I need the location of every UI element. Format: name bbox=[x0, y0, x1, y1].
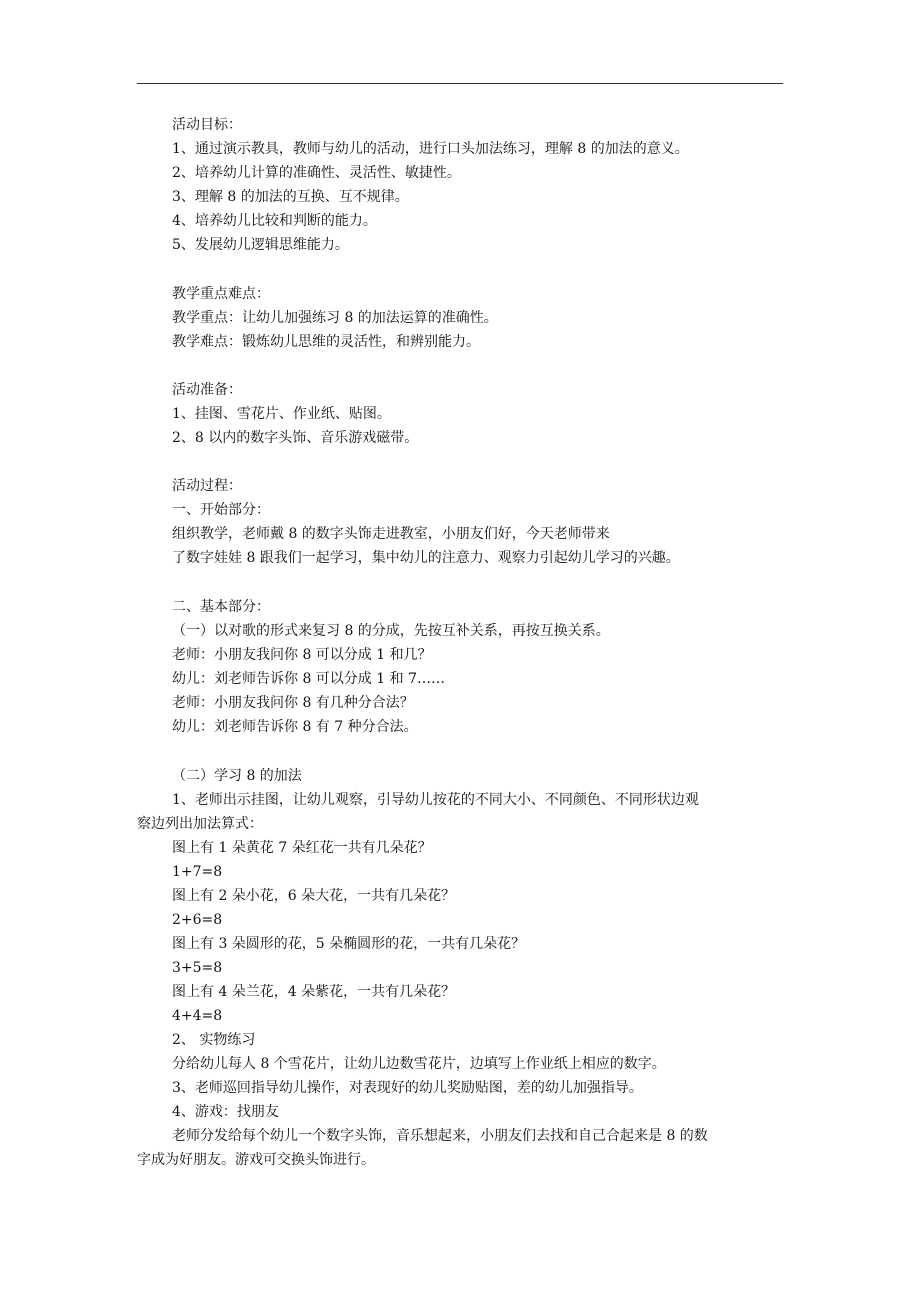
step3-text: 3、老师巡回指导幼儿操作，对表现好的幼儿奖励贴图，差的幼儿加强指导。 bbox=[172, 1080, 643, 1096]
problem-line: 图上有 3 朵圆形的花，5 朵椭圆形的花，一共有几朵花？ bbox=[172, 936, 526, 952]
section-review-title: （一）以对歌的形式来复习 8 的分成，先按互补关系，再按互换关系。 bbox=[172, 623, 610, 639]
part1-text: 组织教学，老师戴 8 的数字头饰走进教室，小朋友们好，今天老师带来 bbox=[172, 526, 610, 542]
preparation-item: 1、挂图、雪花片、作业纸、贴图。 bbox=[172, 406, 391, 422]
equation-line: 4+4=8 bbox=[172, 1008, 223, 1024]
step2-title: 2、 实物练习 bbox=[172, 1032, 256, 1048]
equation-line: 1+7=8 bbox=[172, 864, 223, 880]
goal-item: 5、发展幼儿逻辑思维能力。 bbox=[172, 237, 349, 253]
preparation-item: 2、8 以内的数字头饰、音乐游戏磁带。 bbox=[172, 430, 419, 446]
goal-item: 4、培养幼儿比较和判断的能力。 bbox=[172, 213, 377, 229]
step4-title: 4、游戏：找朋友 bbox=[172, 1104, 279, 1120]
problem-line: 图上有 2 朵小花，6 朵大花，一共有几朵花？ bbox=[172, 888, 456, 904]
dialogue-line: 幼儿：刘老师告诉你 8 可以分成 1 和 7…… bbox=[172, 671, 445, 687]
dialogue-line: 老师：小朋友我问你 8 有几种分合法？ bbox=[172, 695, 414, 711]
goal-item: 3、理解 8 的加法的互换、互不规律。 bbox=[172, 189, 409, 205]
goal-item: 1、通过演示教具，教师与幼儿的活动，进行口头加法练习，理解 8 的加法的意义。 bbox=[172, 141, 689, 157]
part1-text: 了数字娃娃 8 跟我们一起学习，集中幼儿的注意力、观察力引起幼儿学习的兴趣。 bbox=[172, 550, 680, 566]
goal-item: 2、培养幼儿计算的准确性、灵活性、敏捷性。 bbox=[172, 165, 461, 181]
key-point-focus: 教学重点：让幼儿加强练习 8 的加法运算的准确性。 bbox=[172, 310, 498, 326]
problem-line: 图上有 1 朵黄花 7 朵红花一共有几朵花？ bbox=[172, 840, 432, 856]
step2-text: 分给幼儿每人 8 个雪花片，让幼儿边数雪花片，边填写上作业纸上相应的数字。 bbox=[172, 1056, 666, 1072]
preparation-heading: 活动准备： bbox=[172, 382, 242, 398]
process-heading: 活动过程： bbox=[172, 478, 242, 494]
dialogue-line: 幼儿：刘老师告诉你 8 有 7 种分合法。 bbox=[172, 719, 418, 735]
key-point-difficulty: 教学难点：锻炼幼儿思维的灵活性，和辨别能力。 bbox=[172, 334, 480, 350]
step4-text: 老师分发给每个幼儿一个数字头饰，音乐想起来，小朋友们去找和自己合起来是 8 的数 bbox=[172, 1128, 708, 1144]
equation-line: 2+6=8 bbox=[172, 912, 223, 928]
step1-text: 1、老师出示挂图，让幼儿观察，引导幼儿按花的不同大小、不同颜色、不同形状边观 bbox=[172, 792, 699, 808]
dialogue-line: 老师：小朋友我问你 8 可以分成 1 和几？ bbox=[172, 647, 432, 663]
header-rule bbox=[137, 83, 783, 84]
key-points-heading: 教学重点难点： bbox=[172, 286, 270, 302]
step1-text: 察边列出加法算式： bbox=[137, 816, 263, 832]
problem-line: 图上有 4 朵兰花，4 朵紫花，一共有几朵花？ bbox=[172, 984, 456, 1000]
step4-text: 字成为好朋友。游戏可交换头饰进行。 bbox=[137, 1152, 375, 1168]
goals-heading: 活动目标： bbox=[172, 117, 242, 133]
part1-title: 一、开始部分： bbox=[172, 502, 270, 518]
section-addition-title: （二）学习 8 的加法 bbox=[172, 768, 302, 784]
part2-title: 二、基本部分： bbox=[172, 599, 270, 615]
equation-line: 3+5=8 bbox=[172, 960, 223, 976]
